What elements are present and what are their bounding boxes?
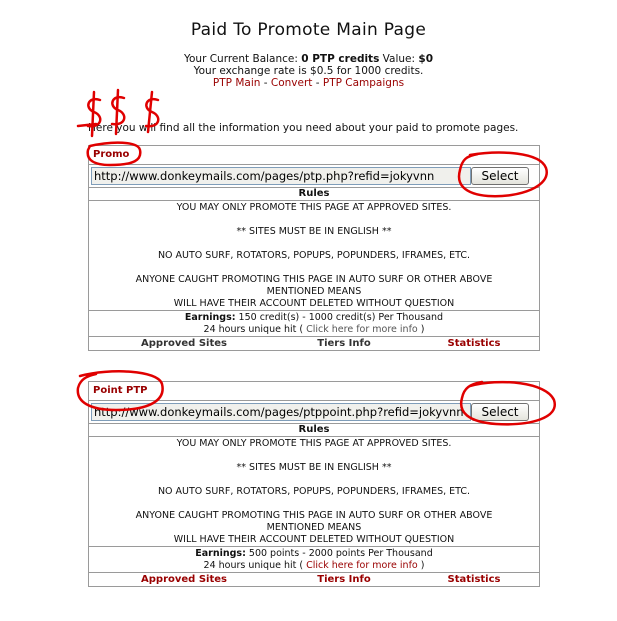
earnings-text: 150 credit(s) - 1000 credit(s) Per Thousand — [235, 312, 444, 323]
rule-line: ANYONE CAUGHT PROMOTING THIS PAGE IN AUTO SURF OR OTHER ABOVE — [135, 510, 493, 521]
rule-line: YOU MAY ONLY PROMOTE THIS PAGE AT APPROVED SITES. — [176, 438, 452, 449]
panel-tabs — [89, 336, 539, 350]
url-row — [89, 165, 539, 187]
rule-line — [89, 214, 539, 226]
rule-line: YOU MAY ONLY PROMOTE THIS PAGE AT APPROVED SITES. — [176, 202, 452, 213]
intro-text: Here you will find all the information you need about your paid to promote pages. — [88, 122, 519, 134]
nav-ptp-campaigns-link[interactable]: PTP Campaigns — [322, 77, 405, 89]
approved-sites-link[interactable]: Approved Sites — [141, 574, 227, 585]
rules-list — [89, 201, 539, 310]
rule-line — [89, 498, 539, 510]
approved-sites-link[interactable]: Approved Sites — [141, 338, 227, 349]
rule-line — [89, 262, 539, 274]
exchange-rate: Your exchange rate is $0.5 for 1000 credits. — [193, 65, 424, 77]
rule-line — [89, 474, 539, 486]
promo-panel — [88, 145, 540, 351]
hit-text: 24 hours unique hit ( — [203, 324, 307, 335]
rules-header: Rules — [89, 423, 539, 437]
panel-header — [89, 146, 539, 165]
nav-ptp-main-link[interactable]: PTP Main — [212, 77, 261, 89]
rules-header: Rules — [89, 187, 539, 201]
panel-header — [89, 382, 539, 401]
rules-list — [89, 437, 539, 546]
rule-line: ** SITES MUST BE IN ENGLISH ** — [236, 462, 392, 473]
tiers-info-link[interactable]: Tiers Info — [317, 338, 371, 349]
rule-line: WILL HAVE THEIR ACCOUNT DELETED WITHOUT QUESTION — [173, 298, 455, 309]
panel-title: Promo — [93, 149, 130, 160]
more-info-link[interactable]: Click here for more info — [306, 324, 418, 335]
balance-prefix: Your Current Balance: — [183, 53, 302, 65]
balance-value-label: Value: — [379, 53, 419, 65]
nav-convert-link[interactable]: Convert — [270, 77, 313, 89]
panel-title: Point PTP — [93, 385, 148, 396]
rule-line: MENTIONED MEANS — [266, 522, 362, 533]
rule-line: NO AUTO SURF, ROTATORS, POPUPS, POPUNDERS, IFRAMES, ETC. — [157, 486, 471, 497]
statistics-link[interactable]: Statistics — [447, 338, 501, 349]
point-ptp-url-input[interactable] — [91, 403, 471, 421]
more-info-link[interactable]: Click here for more info — [306, 560, 418, 571]
earnings-block — [89, 546, 539, 572]
balance-credits: 0 PTP credits — [301, 53, 380, 65]
point-ptp-panel — [88, 381, 540, 587]
promo-url-input[interactable] — [91, 167, 471, 185]
hit-close: ) — [417, 324, 425, 335]
rule-line — [89, 238, 539, 250]
nav-separator: - — [312, 77, 323, 89]
balance-line — [0, 53, 617, 65]
earnings-text: 500 points - 2000 points Per Thousand — [245, 548, 433, 559]
earnings-label: Earnings: — [184, 312, 236, 323]
tiers-info-link[interactable]: Tiers Info — [317, 574, 371, 585]
select-button[interactable]: Select — [471, 403, 529, 421]
hit-close: ) — [417, 560, 425, 571]
panel-tabs — [89, 572, 539, 586]
hit-text: 24 hours unique hit ( — [203, 560, 307, 571]
rule-line: ANYONE CAUGHT PROMOTING THIS PAGE IN AUTO SURF OR OTHER ABOVE — [135, 274, 493, 285]
balance-value: $0 — [418, 53, 434, 65]
select-button[interactable]: Select — [471, 167, 529, 185]
earnings-label: Earnings: — [195, 548, 246, 559]
url-row — [89, 401, 539, 423]
page-title: Paid To Promote Main Page — [190, 20, 427, 40]
rule-line: ** SITES MUST BE IN ENGLISH ** — [236, 226, 392, 237]
ptp-nav — [0, 77, 617, 89]
rule-line: MENTIONED MEANS — [266, 286, 362, 297]
rule-line: WILL HAVE THEIR ACCOUNT DELETED WITHOUT QUESTION — [173, 534, 455, 545]
rule-line — [89, 450, 539, 462]
earnings-block — [89, 310, 539, 336]
statistics-link[interactable]: Statistics — [447, 574, 501, 585]
nav-separator: - — [260, 77, 271, 89]
rule-line: NO AUTO SURF, ROTATORS, POPUPS, POPUNDERS, IFRAMES, ETC. — [157, 250, 471, 261]
